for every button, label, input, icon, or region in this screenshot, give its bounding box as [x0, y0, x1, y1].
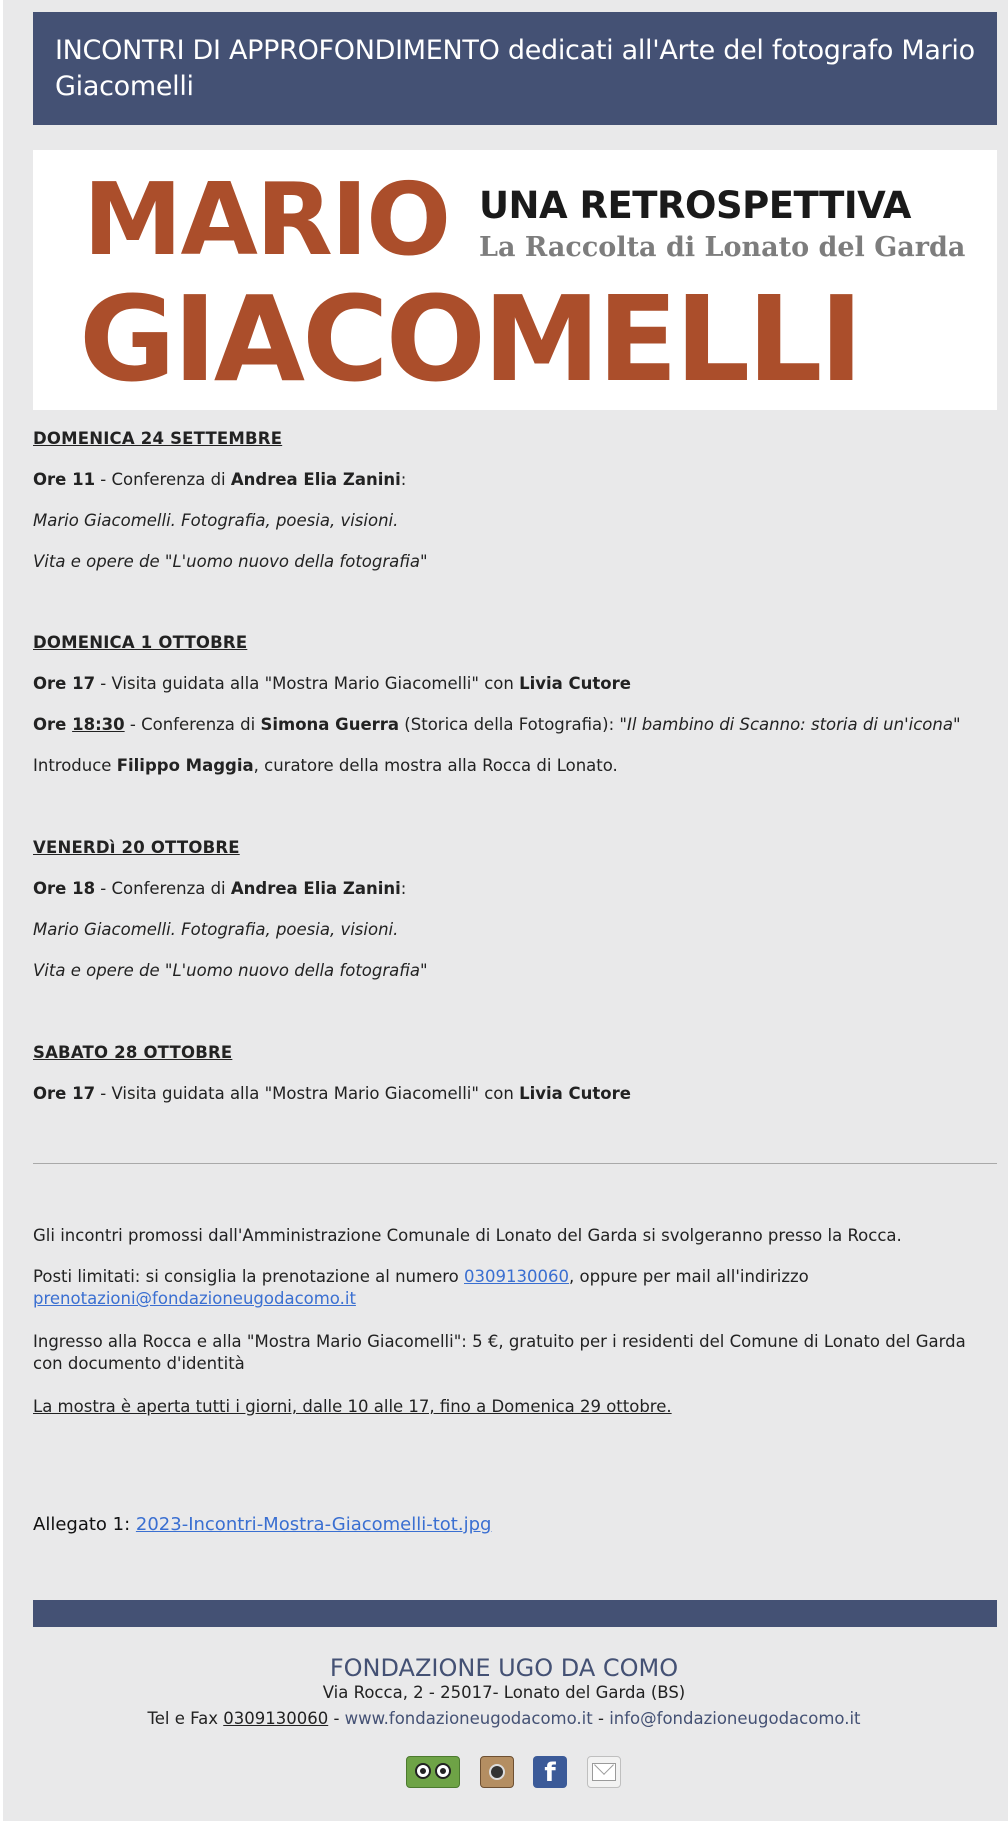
- banner-giacomelli: GIACOMELLI: [79, 270, 861, 408]
- event-text: (Storica della Fotografia): ": [399, 715, 627, 734]
- exhibition-banner: [33, 150, 997, 410]
- attachment-line: [33, 1513, 997, 1537]
- footer-website-link[interactable]: www.fondazioneugodacomo.it: [344, 1709, 593, 1728]
- event-line: [33, 469, 997, 491]
- event-line: [33, 714, 997, 736]
- event-day: VENERDì 20 OTTOBRE: [33, 838, 240, 857]
- event-text: - Conferenza di: [95, 470, 231, 489]
- event-line: Vita e opere de "L'uomo nuovo della fotografia": [33, 961, 428, 980]
- event-time: Ore 11: [33, 470, 96, 489]
- envelope-shape: [592, 1763, 616, 1781]
- attachment-link[interactable]: 2023-Incontri-Mostra-Giacomelli-tot.jpg: [135, 1514, 492, 1535]
- header-bar: [33, 12, 997, 125]
- speaker-name: Livia Cutore: [519, 674, 631, 693]
- banner-subtitle2: La Raccolta di Lonato del Garda: [479, 232, 966, 263]
- event-text: - Conferenza di: [95, 879, 231, 898]
- event-day: DOMENICA 1 OTTOBRE: [33, 633, 248, 652]
- event-time-link[interactable]: 18:30: [72, 715, 125, 734]
- event-day: DOMENICA 24 SETTEMBRE: [33, 429, 283, 448]
- speaker-name: Andrea Elia Zanini: [230, 879, 401, 898]
- event-line: Vita e opere de "L'uomo nuovo della fotografia": [33, 552, 428, 571]
- footer-email-link[interactable]: info@fondazioneugodacomo.it: [609, 1709, 861, 1728]
- event-time: Ore 17: [33, 674, 96, 693]
- speaker-name: Livia Cutore: [519, 1084, 631, 1103]
- event-text: - Visita guidata alla "Mostra Mario Giacomelli" con: [95, 674, 520, 693]
- speaker-name: Andrea Elia Zanini: [230, 470, 401, 489]
- footer-address: Via Rocca, 2 - 25017- Lonato del Garda (BS): [322, 1683, 686, 1702]
- event-text: - Conferenza di: [124, 715, 261, 734]
- instagram-icon[interactable]: [480, 1756, 514, 1788]
- curator-name: Filippo Maggia: [116, 756, 254, 775]
- banner-mario: MARIO: [83, 161, 450, 278]
- event-text: :: [400, 879, 407, 898]
- event-line: Mario Giacomelli. Fotografia, poesia, visioni.: [33, 920, 399, 939]
- divider: [33, 1163, 997, 1164]
- banner-subtitle: UNA RETROSPETTIVA: [479, 184, 911, 227]
- tripadvisor-icon[interactable]: [406, 1756, 460, 1788]
- event-time: Ore 17: [33, 1084, 96, 1103]
- footer-org: FONDAZIONE UGO DA COMO: [329, 1654, 679, 1682]
- footer-phone[interactable]: 0309130060: [223, 1709, 329, 1728]
- speaker-name: Simona Guerra: [260, 715, 400, 734]
- footer-bar: [33, 1600, 997, 1627]
- event-text: - Visita guidata alla "Mostra Mario Giacomelli" con: [95, 1084, 520, 1103]
- footer-contacts: Tel e Fax 0309130060 - www.fondazioneugodacomo.it - info@fondazioneugodacomo.it: [147, 1709, 861, 1728]
- event-line: [33, 1083, 997, 1105]
- phone-link[interactable]: 0309130060: [464, 1267, 569, 1286]
- event-line: [33, 878, 997, 900]
- info-paragraph: Gli incontri promossi dall'Amministrazione Comunale di Lonato del Garda si svolgeranno presso la Rocca.: [33, 1226, 902, 1245]
- info-paragraph: Ingresso alla Rocca e alla "Mostra Mario Giacomelli": 5 €, gratuito per i residenti del Comune di Lonato del Garda con documento d'identità: [33, 1332, 966, 1373]
- opening-hours: La mostra è aperta tutti i giorni, dalle 10 alle 17, fino a Domenica 29 ottobre.: [33, 1397, 672, 1416]
- instagram-lens: [489, 1764, 505, 1780]
- event-time: Ore 18: [33, 879, 96, 898]
- event-text: ": [952, 715, 961, 734]
- header-title: INCONTRI DI APPROFONDIMENTO dedicati all'Arte del fotografo Mario Giacomelli: [55, 35, 975, 102]
- talk-title: Il bambino di Scanno: storia di un'icona: [627, 715, 953, 734]
- booking-email-link[interactable]: prenotazioni@fondazioneugodacomo.it: [33, 1289, 356, 1308]
- attachment-label: Allegato 1:: [33, 1514, 136, 1535]
- mail-icon[interactable]: [587, 1756, 621, 1788]
- info-paragraph: Posti limitati: si consiglia la prenotazione al numero 0309130060, oppure per mail all'indirizzo prenotazioni@fondazioneugodacomo.it: [33, 1267, 809, 1308]
- facebook-icon[interactable]: f: [533, 1756, 567, 1788]
- event-line: Introduce Filippo Maggia, curatore della mostra alla Rocca di Lonato.: [33, 756, 618, 775]
- tripadvisor-eye: [435, 1763, 451, 1779]
- event-line: [33, 673, 997, 695]
- left-edge: [0, 0, 3, 1821]
- event-day: SABATO 28 OTTOBRE: [33, 1043, 233, 1062]
- event-text: :: [400, 470, 407, 489]
- event-time: Ore 18:30: [33, 715, 125, 734]
- event-line: Mario Giacomelli. Fotografia, poesia, visioni.: [33, 511, 399, 530]
- tripadvisor-eye: [415, 1763, 431, 1779]
